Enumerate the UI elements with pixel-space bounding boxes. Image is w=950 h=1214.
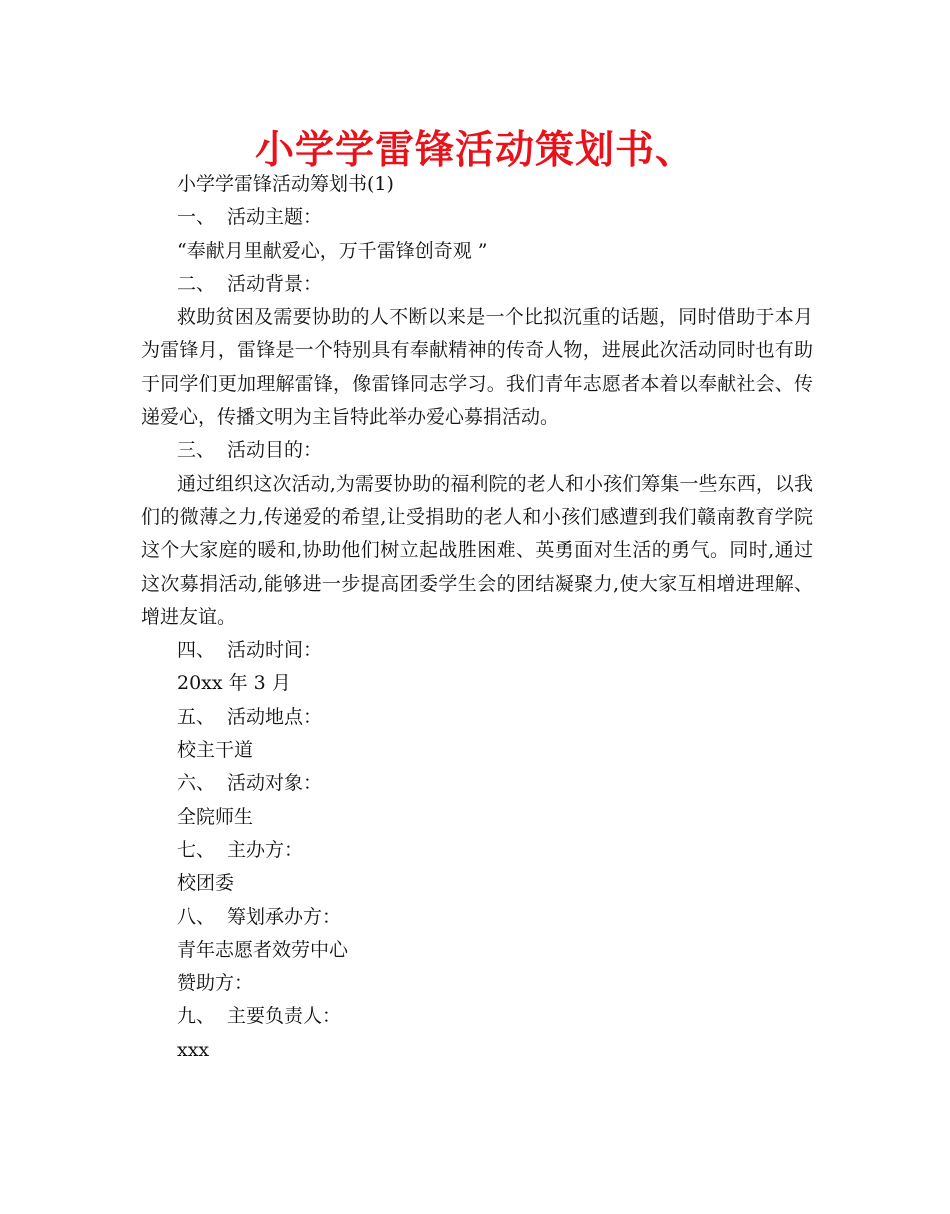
section-label: 活动时间： [227,639,323,662]
document-subtitle: 小学学雷锋活动筹划书(1) [177,173,394,195]
section-content-audience: 全院师生 [177,805,254,828]
sponsor-label: 赞助方： [177,972,254,995]
section-content-host: 校团委 [177,872,235,895]
section-number: 八、 [177,905,216,928]
section-number: 二、 [177,272,216,295]
section-label: 活动主题： [227,206,323,229]
section-number: 九、 [177,1005,216,1028]
section-heading-leader [141,1000,813,1033]
section-heading-background [141,268,813,301]
section-heading-purpose [141,434,813,467]
section-number: 三、 [177,439,216,462]
section-label: 活动目的： [227,439,323,462]
section-content-organizer: 青年志愿者效劳中心 [177,938,349,961]
section-content-leader: xxx [177,1038,210,1061]
section-heading-theme [141,201,813,234]
section-number: 六、 [177,772,216,795]
section-label: 主办方： [227,838,304,861]
section-heading-organizer [141,901,813,934]
section-content-theme: “奉献月里献爱心，万千雷锋创奇观 ” [177,239,488,262]
section-label: 活动背景： [227,272,323,295]
section-heading-location [141,701,813,734]
section-heading-time [141,634,813,667]
section-label: 活动地点： [227,705,323,728]
section-content-location: 校主干道 [177,739,254,762]
section-label: 主要负责人： [227,1005,342,1028]
section-content-background: 救助贫困及需要协助的人不断以来是一个比拟沉重的话题，同时借助于本月为雷锋月，雷锋是一个特别具有奉献精神的传奇人物，进展此次活动同时也有助于同学们更加理解雷锋，像雷锋同志学习。我们青年志愿者本着以奉献社会、传递爱心，传播文明为主旨特此举办爱心募捐活动。 [141,306,813,429]
section-label: 活动对象： [227,772,323,795]
section-number: 四、 [177,639,216,662]
section-content-purpose: 通过组织这次活动,为需要协助的福利院的老人和小孩们筹集一些东西，以我们的微薄之力,传递爱的希望,让受捐助的老人和小孩们感遭到我们赣南教育学院这个大家庭的暖和,协助他们树立起战胜困难、英勇面对生活的勇气。同时,通过这次募捐活动,能够进一步提高团委学生会的团结凝聚力,使大家互相增进理解、增进友谊。 [141,472,813,628]
section-number: 五、 [177,705,216,728]
section-number: 七、 [177,838,216,861]
section-heading-host [141,834,813,867]
section-heading-audience [141,767,813,800]
section-number: 一、 [177,206,216,229]
document-body [141,168,813,1067]
section-content-time: 20xx 年 3 月 [177,672,291,695]
document-title: 小学学雷锋活动策划书、 [254,128,695,173]
section-label: 筹划承办方： [227,905,342,928]
